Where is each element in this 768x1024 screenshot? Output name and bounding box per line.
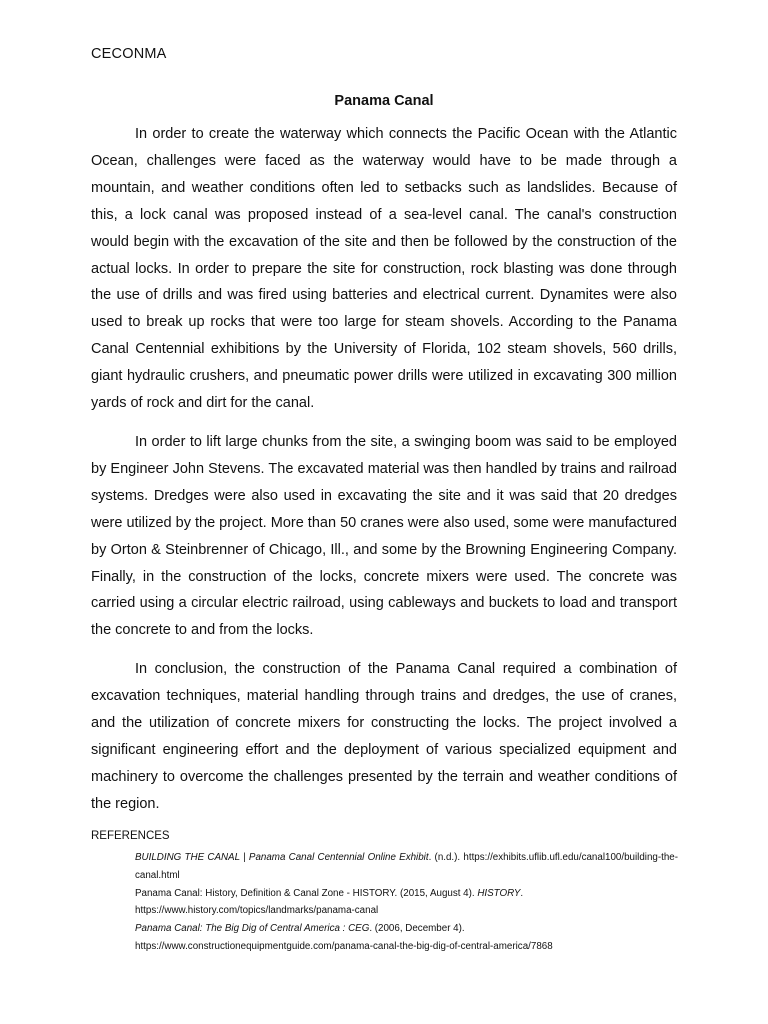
body-paragraph: In order to lift large chunks from the site, a swinging boom was said to be employed by Engineer John Stevens. The excavated material was then handled by trains and railroad systems. Dredges were also used in excavating the site and it was said that 20 dredges were utilized by the project. More than 50 cranes were also used, some were manufactured by Orton & Steinbrenner of Chicago, Ill., and some by the Browning Engineering Company. Finally, in the construction of the locks, concrete mixers were used. The concrete was carried using a circular electric railroad, using cableways and buckets to load and transport the concrete to and from the locks. xyxy=(91,433,677,639)
reference-url[interactable]: https://www.constructionequipmentguide.com/panama-canal-the-big-dig-of-central-america/7868 xyxy=(135,940,553,952)
reference-title: Panama Canal: The Big Dig of Central America : CEG xyxy=(135,923,370,935)
reference-source: HISTORY xyxy=(477,887,521,899)
document-title: Panama Canal xyxy=(334,93,434,109)
reference-title: BUILDING THE CANAL | Panama Canal Centennial Online Exhibit xyxy=(135,852,429,863)
references-heading: REFERENCES xyxy=(91,830,170,842)
reference-entry xyxy=(135,920,678,956)
reference-details: . (2006, December 4). xyxy=(369,923,465,935)
reference-details: . (n.d.). xyxy=(428,852,464,863)
body-paragraph: In order to create the waterway which connects the Pacific Ocean with the Atlantic Ocean, challenges were faced as the waterway would have to be made through a mountain, and weather conditions often led to setbacks such as landslides. Because of this, a lock canal was proposed instead of a sea-level canal. The canal's construction would begin with the excavation of the site and then be followed by the construction of the actual locks. In order to prepare the site for construction, rock blasting was done through the use of drills and was fired using batteries and electrical current. Dynamites were also used to break up rocks that were too large for steam shovels. According to the Panama Canal Centennial exhibitions by the University of Florida, 102 steam shovels, 560 drills, giant hydraulic crushers, and pneumatic power drills were utilized in excavating 300 million yards of rock and dirt for the canal. xyxy=(91,126,677,412)
document-header: CECONMA xyxy=(91,46,167,62)
reference-title: Panama Canal: History, Definition & Canal Zone - HISTORY. (2015, August 4). xyxy=(135,887,478,899)
body-paragraph: In conclusion, the construction of the Panama Canal required a combination of excavation techniques, material handling through trains and dredges, the use of cranes, and the utilization of concrete mixers for constructing the locks. The project involved a significant engineering effort and the deployment of various specialized equipment and machinery to overcome the challenges presented by the terrain and weather conditions of the region. xyxy=(91,661,677,812)
reference-details: . xyxy=(520,887,524,899)
document-body xyxy=(91,121,677,830)
reference-url[interactable]: https://exhibits.uflib.ufl.edu/canal100/building-the-canal.html xyxy=(135,852,678,881)
reference-entry xyxy=(135,849,678,885)
reference-url[interactable]: https://www.history.com/topics/landmarks/panama-canal xyxy=(135,905,379,917)
reference-entry xyxy=(135,885,678,921)
references-list xyxy=(135,849,678,956)
